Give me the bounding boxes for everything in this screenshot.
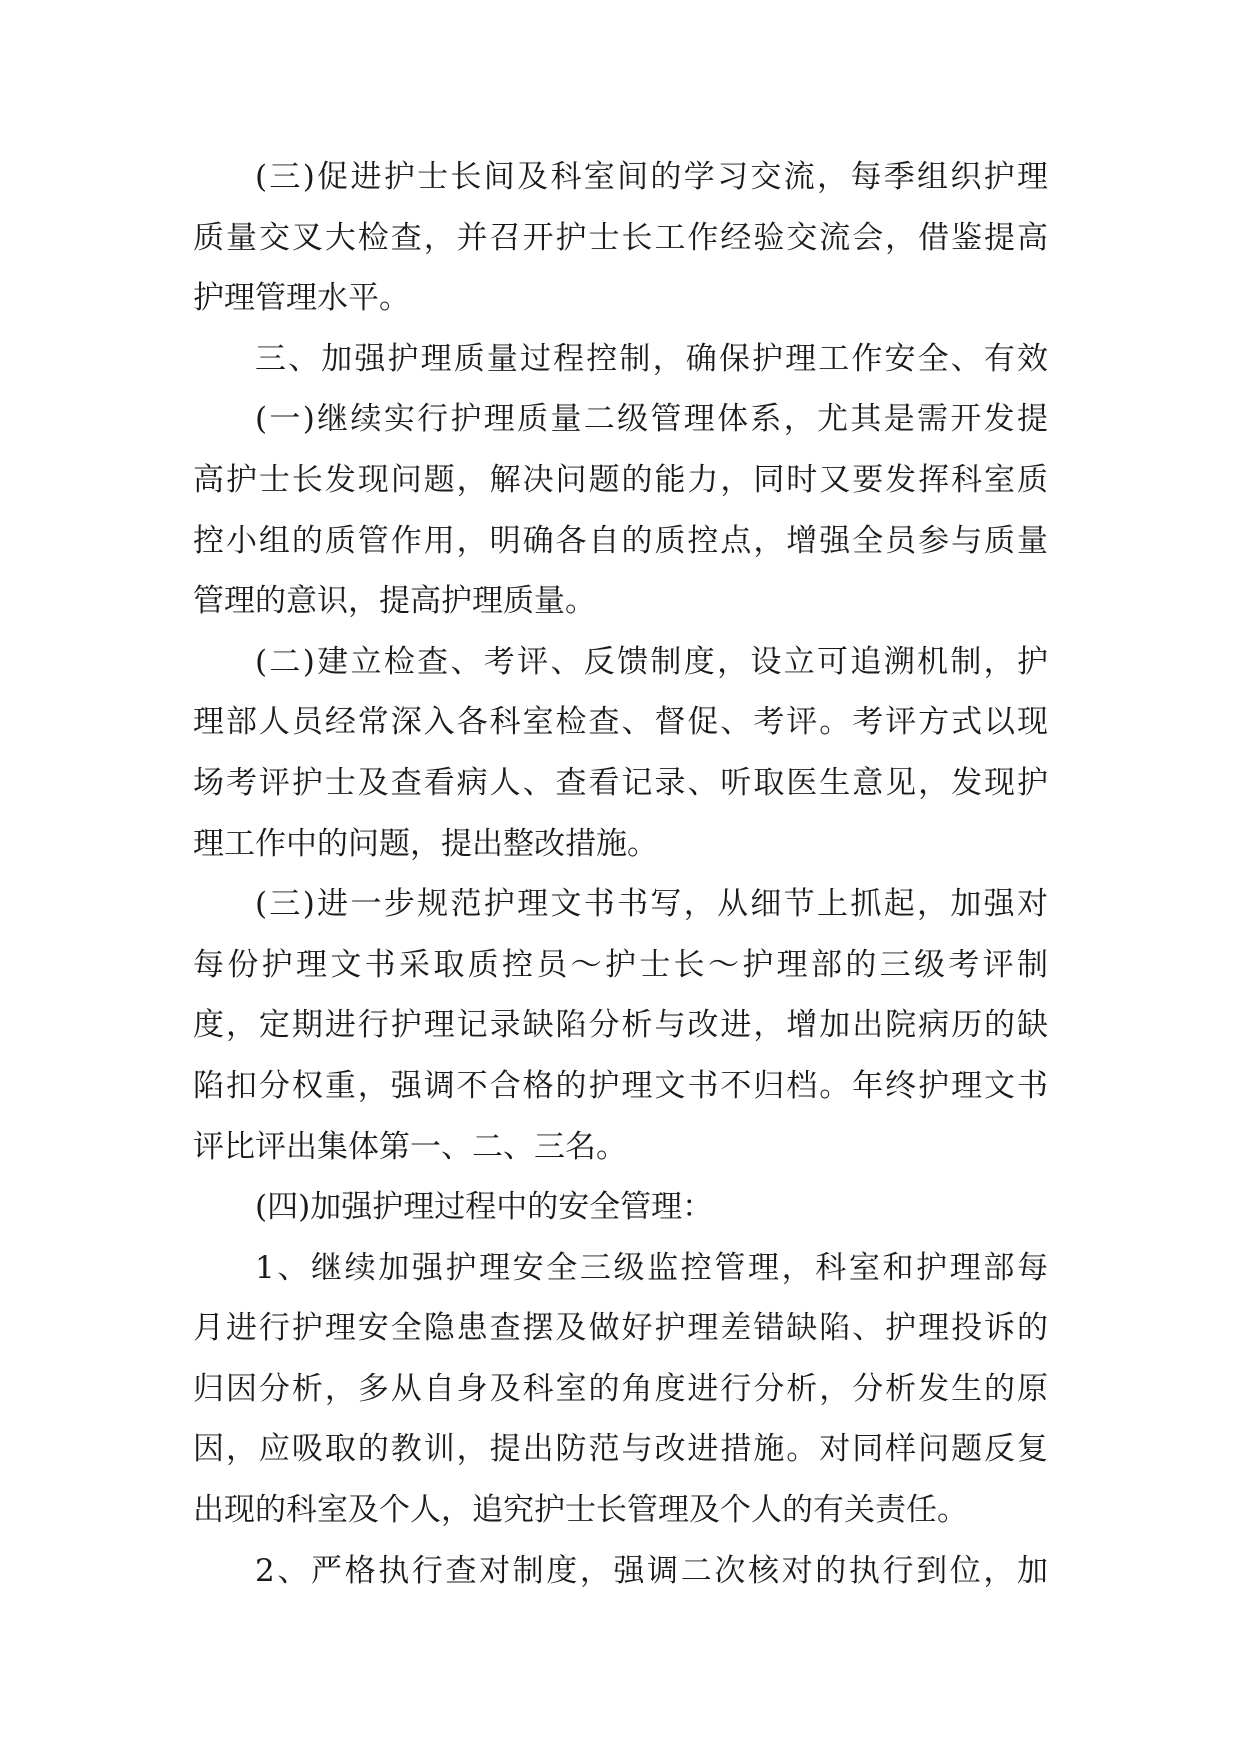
paragraph-line: 控小组的质管作用，明确各自的质控点，增强全员参与质量 — [193, 522, 1048, 559]
paragraph-line: 管理的意识，提高护理质量。 — [193, 583, 596, 620]
paragraph-line: 归因分析，多从自身及科室的角度进行分析，分析发生的原 — [193, 1370, 1048, 1407]
section-heading: 三、加强护理质量过程控制，确保护理工作安全、有效 — [255, 340, 1048, 377]
paragraph-line: 护理管理水平。 — [193, 280, 410, 317]
paragraph-line: 每份护理文书采取质控员～护士长～护理部的三级考评制 — [193, 946, 1048, 983]
paragraph-line: 高护士长发现问题，解决问题的能力，同时又要发挥科室质 — [193, 461, 1048, 498]
paragraph-line: 出现的科室及个人，追究护士长管理及个人的有关责任。 — [193, 1492, 968, 1529]
paragraph-line: 陷扣分权重，强调不合格的护理文书不归档。年终护理文书 — [193, 1067, 1048, 1104]
paragraph-line: (三)促进护士长间及科室间的学习交流，每季组织护理 — [255, 159, 1048, 195]
paragraph-line: 1、继续加强护理安全三级监控管理，科室和护理部每 — [255, 1249, 1048, 1286]
paragraph-line: 质量交叉大检查，并召开护士长工作经验交流会，借鉴提高 — [193, 219, 1048, 256]
paragraph-line: 因，应吸取的教训，提出防范与改进措施。对同样问题反复 — [193, 1431, 1048, 1468]
document-body — [193, 155, 1048, 1609]
paragraph-line: 理部人员经常深入各科室检查、督促、考评。考评方式以现 — [193, 704, 1048, 741]
paragraph-line: 场考评护士及查看病人、查看记录、听取医生意见，发现护 — [193, 764, 1048, 801]
paragraph-line: 理工作中的问题，提出整改措施。 — [193, 825, 658, 862]
paragraph-line: (一)继续实行护理质量二级管理体系，尤其是需开发提 — [255, 401, 1048, 438]
paragraph-line: 评比评出集体第一、二、三名。 — [193, 1128, 627, 1165]
paragraph-line: 月进行护理安全隐患查摆及做好护理差错缺陷、护理投诉的 — [193, 1310, 1048, 1347]
paragraph-line: (三)进一步规范护理文书书写，从细节上抓起，加强对 — [255, 886, 1048, 923]
paragraph-line: 度，定期进行护理记录缺陷分析与改进，增加出院病历的缺 — [193, 1007, 1048, 1044]
paragraph-line: 2、严格执行查对制度，强调二次核对的执行到位，加 — [255, 1552, 1048, 1589]
subsection-heading: (四)加强护理过程中的安全管理： — [255, 1189, 714, 1226]
paragraph-line: (二)建立检查、考评、反馈制度，设立可追溯机制，护 — [255, 643, 1048, 680]
